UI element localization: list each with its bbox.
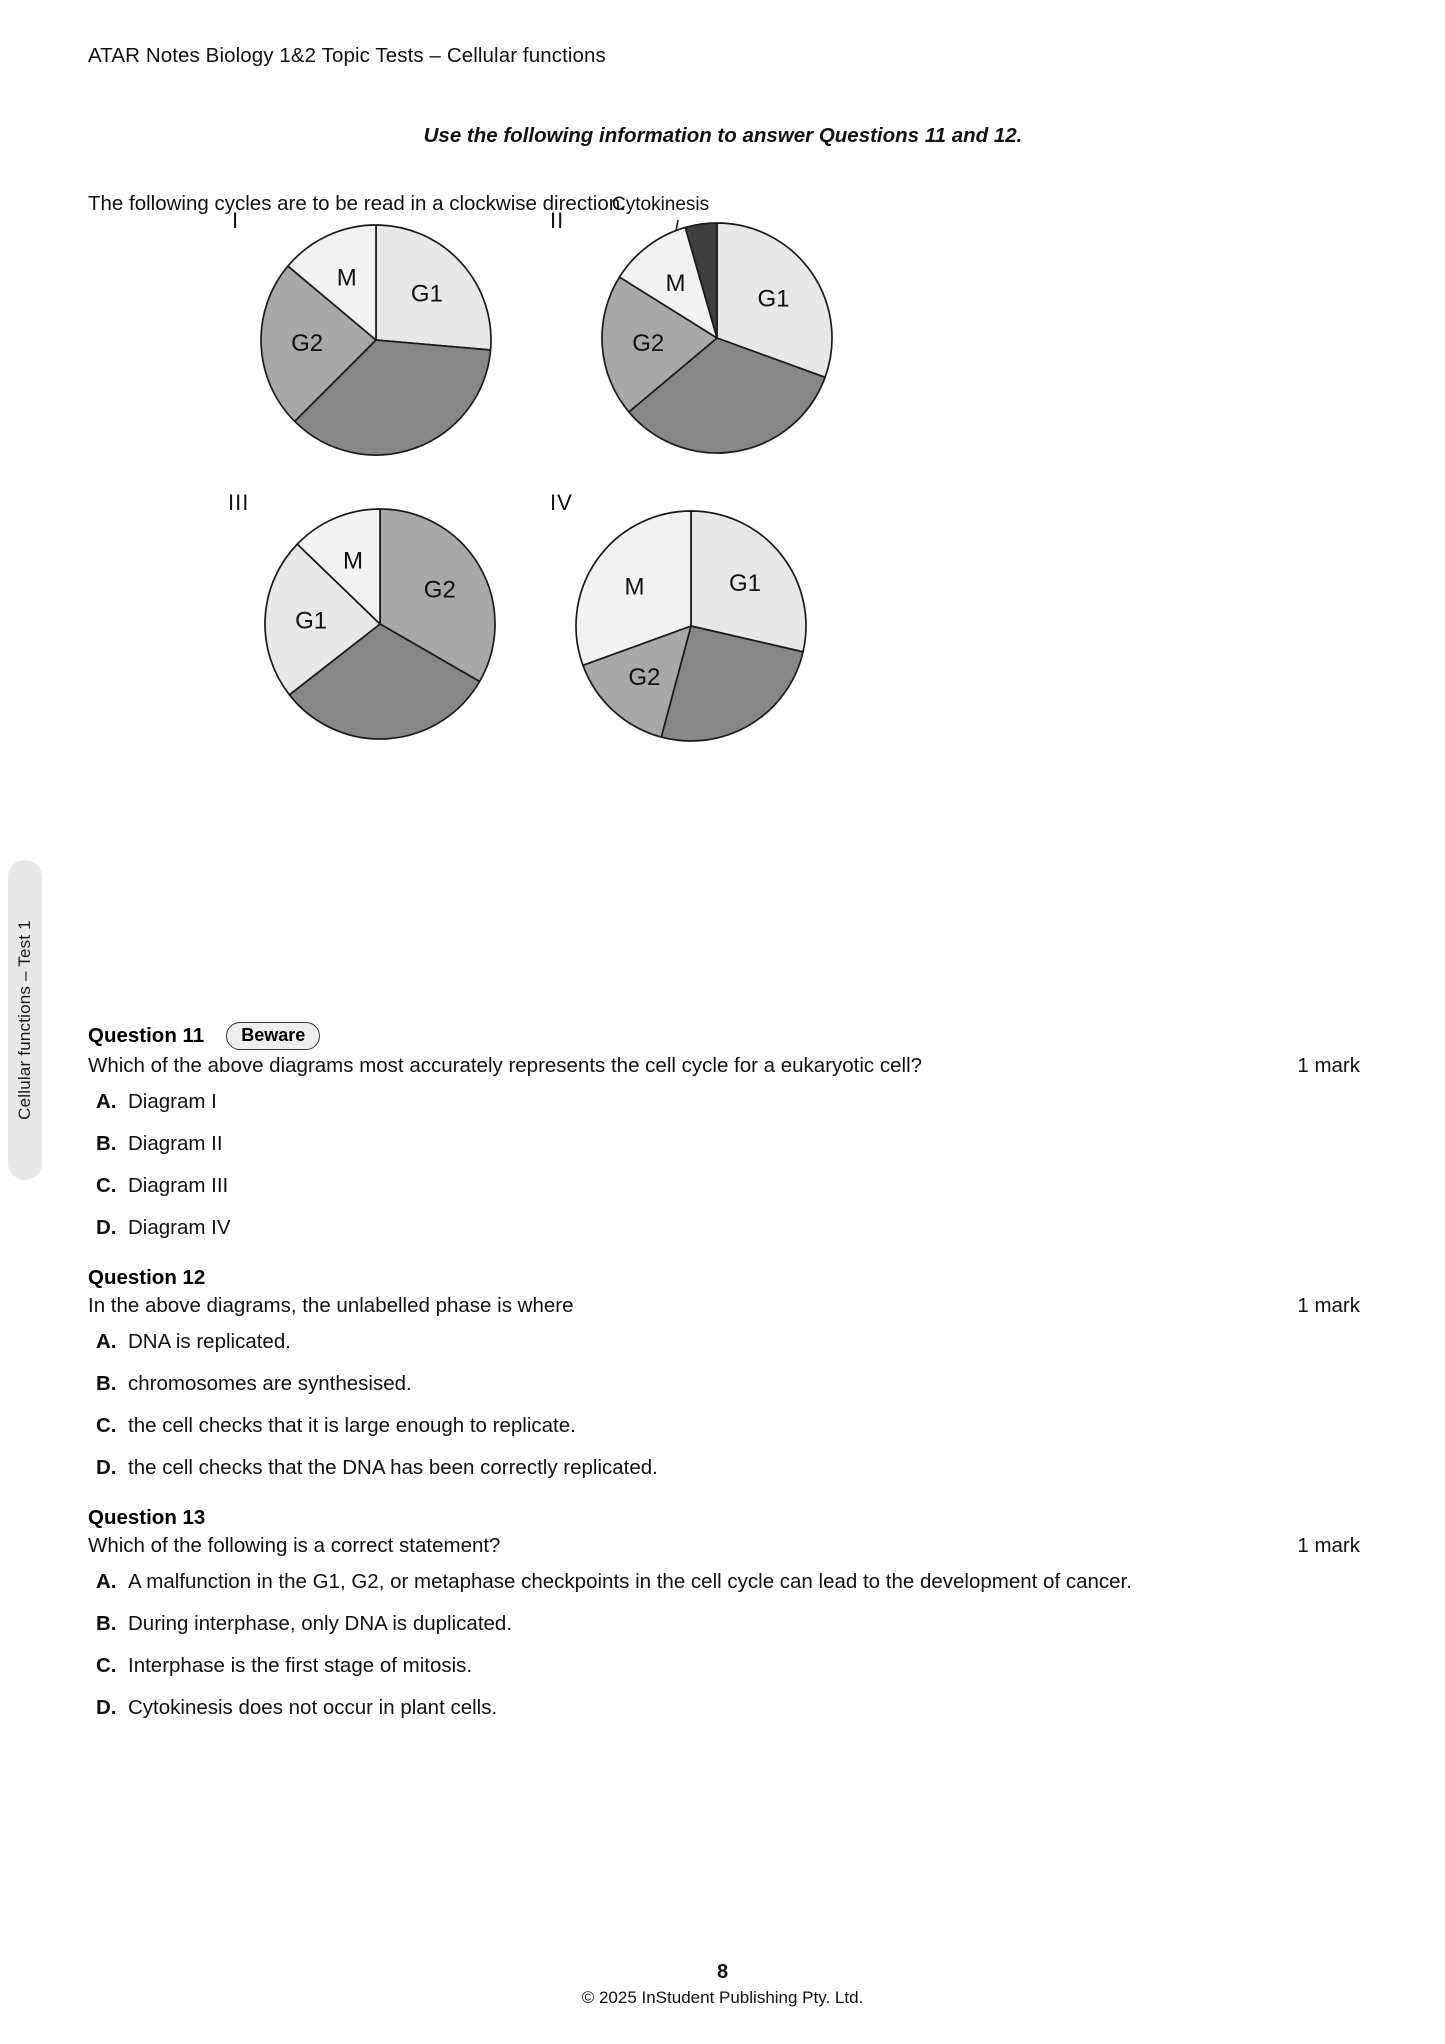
question-header bbox=[88, 1506, 1360, 1530]
option-text: A malfunction in the G1, G2, or metaphase checkpoints in the cell cycle can lead to the development of cancer. bbox=[128, 1569, 1132, 1593]
pie-slice-label: G2 bbox=[291, 330, 324, 357]
option-text: Diagram I bbox=[128, 1089, 217, 1113]
pie-slice-label: G2 bbox=[423, 576, 456, 604]
beware-badge[interactable]: Beware bbox=[226, 1022, 320, 1050]
pie-svg-iii bbox=[262, 506, 498, 742]
answer-option[interactable] bbox=[96, 1132, 1360, 1156]
running-head: ATAR Notes Biology 1&2 Topic Tests – Cellular functions bbox=[88, 44, 606, 67]
option-letter: A. bbox=[96, 1329, 117, 1353]
question-header bbox=[88, 1266, 1360, 1290]
diagram-label-i: I bbox=[232, 208, 240, 233]
option-text: Diagram II bbox=[128, 1131, 223, 1155]
copyright-notice: © 2025 InStudent Publishing Pty. Ltd. bbox=[581, 1988, 864, 2007]
option-text: DNA is replicated. bbox=[128, 1329, 291, 1353]
option-letter: D. bbox=[96, 1695, 117, 1719]
question-stem: Which of the following is a correct statement? bbox=[88, 1533, 501, 1557]
answer-option[interactable] bbox=[96, 1216, 1360, 1240]
option-letter: A. bbox=[96, 1089, 117, 1113]
option-letter: C. bbox=[96, 1173, 117, 1197]
pie-slice-label: M bbox=[624, 573, 645, 601]
question-title: Question 13 bbox=[88, 1505, 206, 1529]
option-text: the cell checks that the DNA has been correctly replicated. bbox=[128, 1455, 658, 1479]
page-number: 8 bbox=[716, 1961, 729, 1983]
diagram-label-ii: II bbox=[550, 208, 565, 233]
question-block bbox=[88, 1506, 1360, 1720]
option-letter: B. bbox=[96, 1131, 117, 1155]
answer-option[interactable] bbox=[96, 1330, 1360, 1354]
pie-slice-label: G1 bbox=[757, 285, 790, 313]
pie-chart-ii bbox=[599, 220, 835, 461]
question-block bbox=[88, 1022, 1360, 1240]
question-stem-row bbox=[88, 1294, 1360, 1318]
pie-slice-label: M bbox=[343, 547, 363, 575]
question-stem: Which of the above diagrams most accurately represents the cell cycle for a eukaryotic cell? bbox=[88, 1053, 923, 1077]
pie-slice-label: G1 bbox=[728, 570, 762, 597]
answer-option[interactable] bbox=[96, 1570, 1360, 1594]
cytokinesis-callout-label: Cytokinesis bbox=[612, 194, 710, 215]
option-text: Diagram III bbox=[128, 1173, 229, 1197]
question-block bbox=[88, 1266, 1360, 1480]
pie-slice-label: G2 bbox=[628, 663, 661, 691]
pie-slice-label: G2 bbox=[632, 329, 665, 357]
option-letter: A. bbox=[96, 1569, 117, 1593]
pie-svg-ii bbox=[599, 220, 835, 456]
question-stem: In the above diagrams, the unlabelled phase is where bbox=[88, 1293, 574, 1317]
question-stem-row bbox=[88, 1054, 1360, 1078]
option-text: Cytokinesis does not occur in plant cells. bbox=[128, 1695, 498, 1719]
option-text: During interphase, only DNA is duplicated. bbox=[128, 1611, 513, 1635]
question-stem-row bbox=[88, 1534, 1360, 1558]
question-title: Question 11 bbox=[88, 1023, 205, 1047]
option-text: Diagram IV bbox=[128, 1215, 231, 1239]
option-letter: D. bbox=[96, 1455, 117, 1479]
question-marks: 1 mark bbox=[1297, 1533, 1360, 1557]
answer-option[interactable] bbox=[96, 1654, 1360, 1678]
diagram-label-iii: III bbox=[228, 490, 250, 515]
pie-svg-i bbox=[258, 222, 494, 458]
diagram-label-iv: IV bbox=[550, 490, 573, 515]
pie-svg-iv bbox=[573, 508, 809, 744]
pie-chart-iii bbox=[262, 506, 498, 747]
pie-slice-label: G1 bbox=[295, 607, 328, 635]
question-title: Question 12 bbox=[88, 1265, 206, 1289]
pie-slice-label: M bbox=[336, 264, 357, 292]
page-footer bbox=[0, 1961, 1445, 2008]
pie-slice-label: M bbox=[665, 269, 686, 297]
option-letter: C. bbox=[96, 1413, 117, 1437]
question-header bbox=[88, 1022, 1360, 1050]
pie-slice-label: G1 bbox=[410, 280, 443, 308]
answer-option[interactable] bbox=[96, 1174, 1360, 1198]
option-text: chromosomes are synthesised. bbox=[128, 1371, 412, 1395]
answer-option[interactable] bbox=[96, 1456, 1360, 1480]
pie-chart-i bbox=[258, 222, 494, 463]
option-letter: C. bbox=[96, 1653, 117, 1677]
option-letter: B. bbox=[96, 1611, 117, 1635]
answer-option[interactable] bbox=[96, 1696, 1360, 1720]
questions-list bbox=[88, 1022, 1360, 1746]
question-marks: 1 mark bbox=[1297, 1053, 1360, 1077]
answer-option[interactable] bbox=[96, 1612, 1360, 1636]
option-letter: D. bbox=[96, 1215, 117, 1239]
answer-option[interactable] bbox=[96, 1372, 1360, 1396]
option-text: the cell checks that it is large enough to replicate. bbox=[128, 1413, 576, 1437]
question-marks: 1 mark bbox=[1297, 1293, 1360, 1317]
intro-line: The following cycles are to be read in a clockwise direction. bbox=[88, 192, 626, 215]
option-letter: B. bbox=[96, 1371, 117, 1395]
use-information-instruction: Use the following information to answer Questions 11 and 12. bbox=[423, 124, 1023, 147]
answer-option[interactable] bbox=[96, 1414, 1360, 1438]
pie-chart-iv bbox=[573, 508, 809, 749]
answer-option[interactable] bbox=[96, 1090, 1360, 1114]
side-tab-label: Cellular functions – Test 1 bbox=[15, 920, 34, 1120]
option-text: Interphase is the first stage of mitosis. bbox=[128, 1653, 473, 1677]
